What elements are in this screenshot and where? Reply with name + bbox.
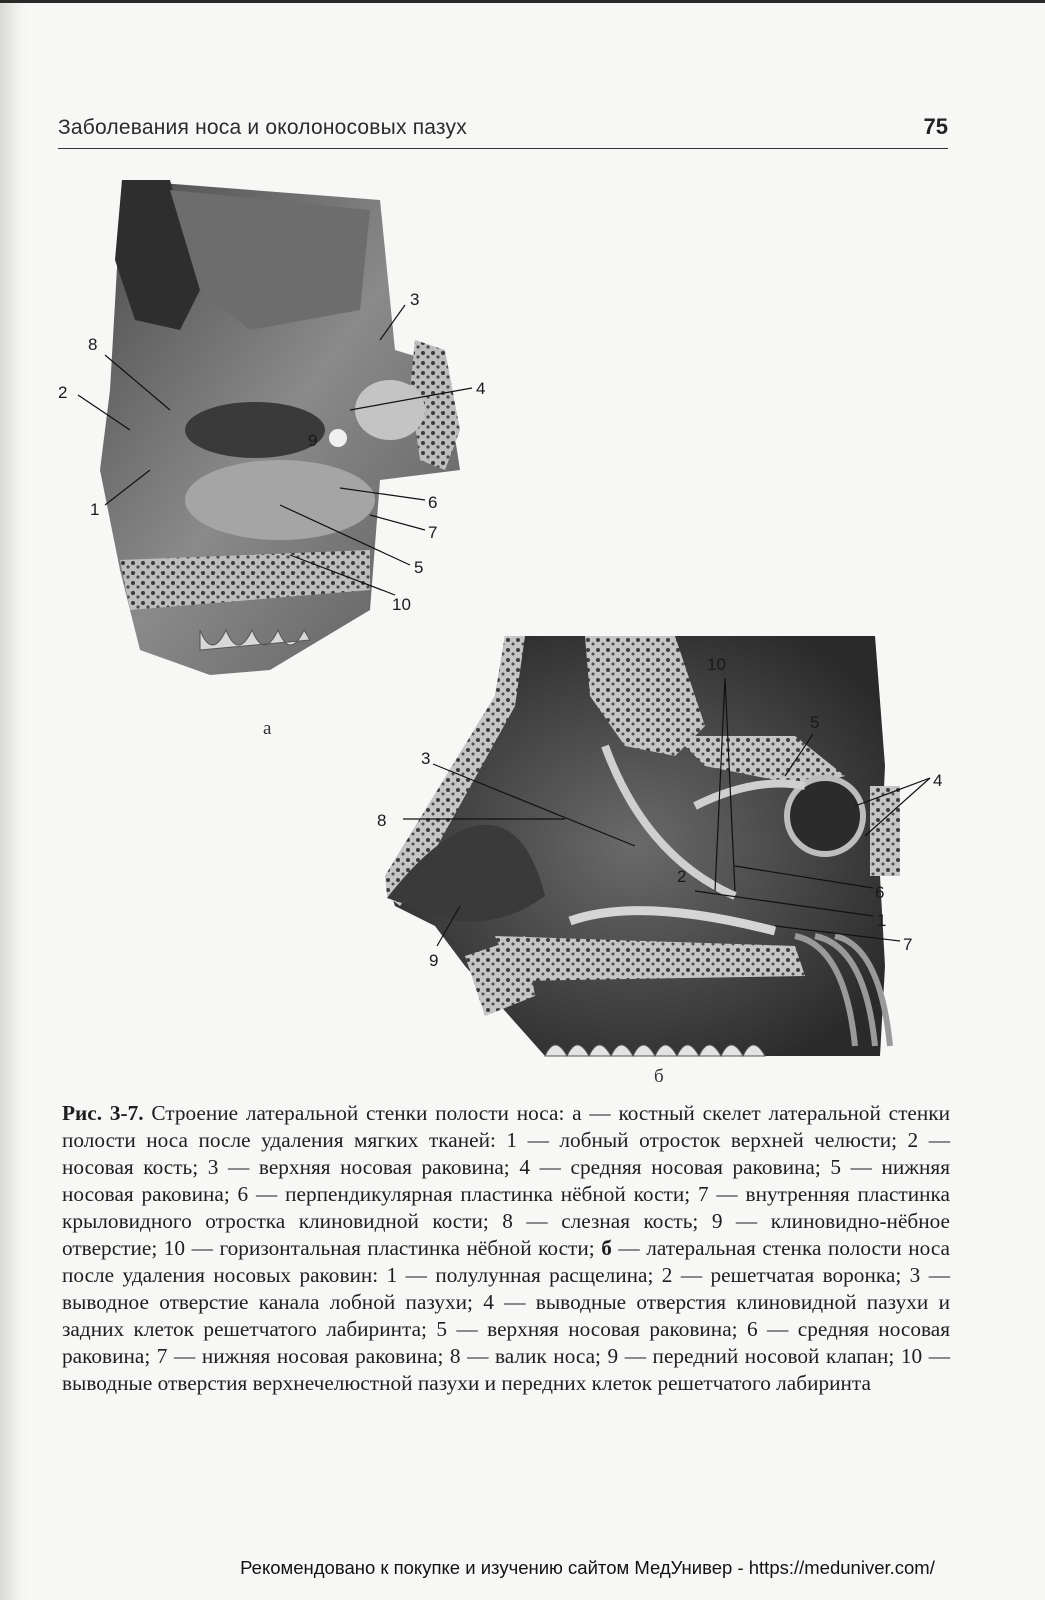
- fig-a-callout-5: 5: [414, 558, 424, 577]
- fig-b-callout-1: 1: [877, 911, 887, 930]
- fig-a-callout-3: 3: [410, 290, 420, 309]
- figure-a-skull-illustration: [50, 170, 510, 700]
- fig-a-callout-10: 10: [392, 595, 411, 614]
- fig-a-callout-7: 7: [428, 523, 438, 542]
- running-head: [58, 114, 948, 149]
- caption-text-b: — латеральная стенка полости носа после удаления носовых раковин: 1 — полулунная расщелина; 2 — решетчатая воронка; 3 — выводное отверстие канала лобной пазухи; 4 — выводные отверстия клиновидной пазухи и задних клеток решетчатого лабиринта; 5 — верхняя носовая раковина; 6 — средняя носовая раковина; 7 — нижняя носовая раковина; 8 — валик носа; 9 — передний носовой клапан; 10 — выводные отверстия верхнечелюстной пазухи и передних клеток решетчатого лабиринта: [62, 1236, 950, 1395]
- figure-b-label: б: [654, 1066, 664, 1087]
- fig-a-callout-6: 6: [428, 493, 438, 512]
- page-number: 75: [923, 114, 948, 139]
- fig-b-callout-10: 10: [707, 655, 726, 674]
- fig-b-callout-5: 5: [810, 713, 820, 732]
- figure-b-nasal-wall-illustration: [375, 636, 955, 1066]
- fig-b-callout-8: 8: [377, 811, 387, 830]
- footer-recommendation: Рекомендовано к покупке и изучению сайтом МедУнивер - https://meduniver.com/: [240, 1557, 935, 1578]
- top-rule: [0, 0, 1045, 3]
- fig-b-callout-9: 9: [429, 951, 439, 970]
- fig-a-callout-8: 8: [88, 335, 98, 354]
- fig-b-callout-7: 7: [903, 935, 913, 954]
- caption-label-b: б: [601, 1236, 612, 1260]
- figure-caption: [62, 1100, 950, 1397]
- fig-a-callout-4: 4: [476, 379, 486, 398]
- caption-figure-label: Рис. 3-7.: [62, 1101, 144, 1125]
- fig-b-callout-6: 6: [875, 883, 885, 902]
- fig-b-callout-3: 3: [421, 749, 431, 768]
- caption-text-a: Строение латеральной стенки полости носа: а — костный скелет латеральной стенки полости носа после удаления мягких тканей: 1 — лобный отросток верхней челюсти; 2 — носовая кость; 3 — верхняя носовая раковина; 4 — средняя носовая раковина; 5 — нижняя носовая раковина; 6 — перпендикулярная пластинка нёбной кости; 7 — внутренняя пластинка крыловидного отростка клиновидной кости; 8 — слезная кость; 9 — клиновидно-нёбное отверстие; 10 — горизонтальная пластинка нёбной кости;: [62, 1101, 950, 1260]
- fig-b-callout-2: 2: [677, 867, 687, 886]
- fig-a-callout-2: 2: [58, 383, 68, 402]
- figure-a-label: а: [263, 718, 272, 739]
- fig-a-callout-9: 9: [308, 431, 318, 450]
- running-head-title: Заболевания носа и околоносовых пазух: [58, 116, 467, 139]
- fig-a-callout-1: 1: [90, 500, 100, 519]
- page-edge-shadow: [0, 0, 28, 1600]
- fig-b-callout-4: 4: [933, 771, 943, 790]
